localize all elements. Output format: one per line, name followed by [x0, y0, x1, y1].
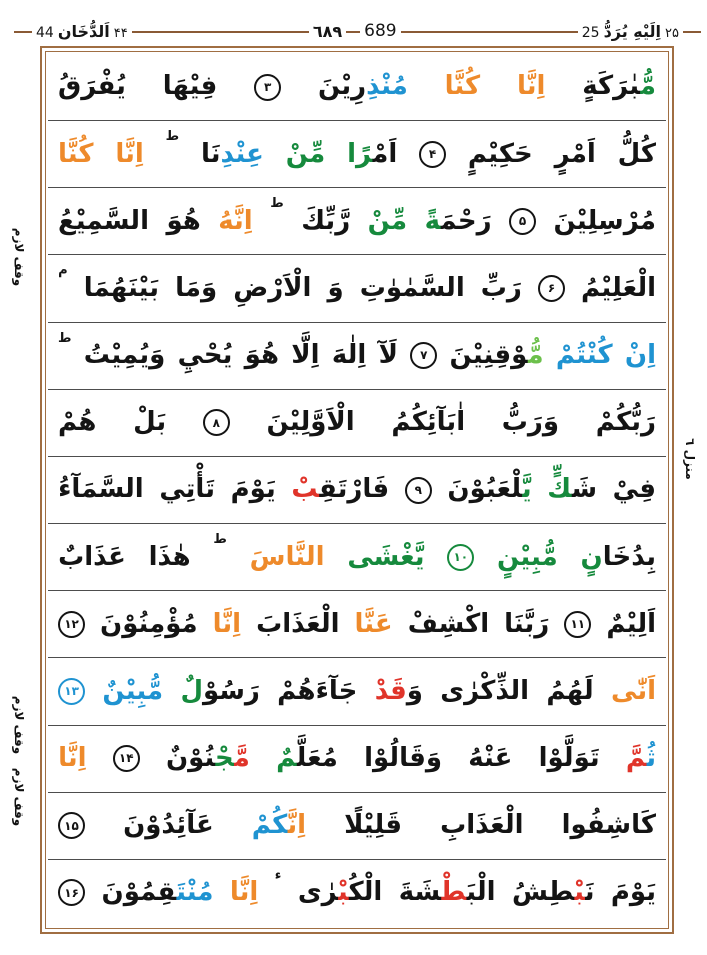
header-rule: [132, 31, 309, 33]
page-number-eastern: ٦٨٩: [312, 22, 343, 41]
verse-marker: ۱۲: [58, 611, 85, 638]
word: اِنَّا: [212, 608, 242, 639]
margin-note-waqf-lazim-2: وقف لازم: [12, 695, 26, 755]
word: كَاشِفُوا: [561, 810, 656, 841]
word: الْعَذَابِ: [440, 810, 524, 841]
verse-marker: ۳: [254, 74, 281, 101]
word: كُنَّا: [444, 71, 481, 102]
word: يُحْيِ: [177, 340, 233, 371]
word: مِّنْ: [367, 205, 408, 236]
word: مُعَلَّ‍ ‍مٌ: [276, 742, 338, 773]
word: اِلٰهَ: [331, 340, 367, 371]
word: مُّ‍ ‍بٰرَكَةٍ: [582, 71, 656, 102]
quran-line: [48, 390, 666, 457]
word: يَّغْشَى: [347, 541, 425, 572]
word: بِدُخَا نٍ: [580, 541, 656, 572]
quran-line: [48, 793, 666, 860]
verse-marker: ۱۱: [564, 611, 591, 638]
word: السَّمَآءُ: [58, 474, 144, 505]
word: الْعَلِيْمُ: [581, 272, 656, 303]
word: وَرَبُّ: [501, 407, 560, 438]
word: مُنْذِ رِيْنَ: [317, 71, 408, 102]
word: اَمْ‍ ‍رًا: [347, 138, 398, 169]
verse-marker: ۹: [405, 477, 432, 504]
word: وَقَالُوْا: [364, 742, 443, 773]
quran-line: [48, 121, 666, 188]
word: مُّ‍ ‍وْقِنِيْنَ: [449, 340, 544, 371]
word: اِلَّا: [291, 340, 320, 371]
juz-number-urdu: ۲۵: [665, 26, 679, 41]
word: رَّبِّكَ: [301, 205, 351, 236]
word: الْعَذَابَ: [256, 608, 340, 639]
quran-line: [48, 860, 666, 926]
word: ثُ‍ ‍مَّ: [625, 742, 656, 773]
stop-mark: ط: [270, 196, 284, 212]
word: يُفْرَقُ: [58, 71, 126, 102]
header-rule: [346, 31, 360, 33]
word: مُرْسِلِيْنَ: [553, 205, 656, 236]
word: وَمَا: [175, 272, 218, 303]
word: اَنّٰى: [611, 675, 656, 706]
word: عَنْهُ: [468, 742, 513, 773]
word: اِنَّا: [229, 877, 259, 908]
header-rule: [14, 31, 32, 33]
word: يَّ‍ ‍لْعَبُوْنَ: [447, 474, 532, 505]
word: مُّبِيْنٌ: [102, 675, 164, 706]
surah-number-urdu: ۴۴: [113, 26, 128, 41]
word: عَذَابٌ: [58, 541, 126, 572]
quran-line: [48, 524, 666, 591]
stop-mark: ء: [274, 867, 282, 883]
quran-line: [48, 188, 666, 255]
quran-line: [48, 323, 666, 390]
word: كُلُّ: [617, 138, 656, 169]
verse-marker: ۱۶: [58, 879, 85, 906]
word: كُنَّا: [58, 138, 94, 169]
word: النَّاسَ: [249, 541, 325, 572]
word: اِنَّهُ: [218, 205, 253, 236]
surah-number-latin: 44: [36, 25, 54, 41]
word: هُوَ: [244, 340, 279, 371]
word: عَنَّا: [354, 608, 393, 639]
word: حَكِيْمٍ: [467, 138, 533, 169]
word: وَ قَدْ: [374, 675, 423, 706]
header-juz: [578, 24, 683, 40]
word: اِنَّا: [58, 742, 87, 773]
word: رَبُّكُمْ: [595, 407, 656, 438]
word: الْاَرْضِ: [233, 272, 312, 303]
juz-title: اِلَيْهِ يُرَدُّ: [603, 22, 662, 41]
word: الْبَ‍ ‍طْ‍ ‍شَةَ: [398, 877, 496, 908]
margin-note-waqf-lazim-1: وقف لازم: [12, 227, 26, 287]
word: اِنْ: [624, 340, 656, 371]
stop-mark: ط: [58, 330, 72, 346]
word: مُّبِيْنٍ: [497, 541, 558, 572]
verse-marker: ۱۴: [113, 745, 140, 772]
word: عِنْدِ نَا: [201, 138, 264, 169]
quran-line: [48, 726, 666, 793]
word: رَسُوْ لٌ: [180, 675, 260, 706]
verse-marker: ۵: [509, 208, 536, 235]
word: رَحْمَ‍ ‍ةً: [424, 205, 492, 236]
word: اَمْرٍ: [554, 138, 596, 169]
verse-marker: ۴: [419, 141, 446, 168]
quran-line: [48, 255, 666, 322]
word: مَّ‍ ‍جْ‍ ‍نُوْنٌ: [165, 742, 250, 773]
word: كُنْتُمْ: [555, 340, 613, 371]
word: نَ‍ ‍بْ‍ ‍طِشُ: [511, 877, 595, 908]
word: تَأْتِي: [159, 474, 215, 505]
word: الْاَوَّلِيْنَ: [266, 407, 355, 438]
word: السَّمِيْعُ: [58, 205, 149, 236]
word: لَآ: [378, 340, 398, 371]
quran-line: [48, 457, 666, 524]
word: بَلْ: [133, 407, 167, 438]
word: رَبِّ: [480, 272, 522, 303]
header-surah: [32, 24, 132, 40]
stop-mark: ط: [165, 129, 180, 145]
verse-marker: ۱۰: [447, 544, 474, 571]
page-header: [14, 10, 701, 40]
word: مِّنْ: [285, 138, 326, 169]
word: مُؤْمِنُوْنَ: [100, 608, 198, 639]
word: اكْشِفْ: [407, 608, 490, 639]
word: مُنْتَ‍ ‍قِمُوْنَ: [101, 877, 214, 908]
juz-number-latin: 25: [581, 25, 600, 41]
word: الْكُ‍ ‍بْ‍ ‍رٰى: [297, 877, 383, 908]
word: قَلِيْلًا: [344, 810, 403, 841]
stop-mark: ط: [213, 532, 227, 548]
word: عَآئِدُوْنَ: [123, 810, 214, 841]
stop-mark: م: [58, 263, 68, 279]
word: فِيْهَا: [162, 71, 218, 102]
word: وَيُمِيْتُ: [83, 340, 166, 371]
word: الذِّكْرٰى: [440, 675, 530, 706]
word: رَبَّنَا: [504, 608, 550, 639]
word: يَوْمَ: [230, 474, 276, 505]
verse-marker: ۷: [410, 342, 437, 369]
margin-note-manzil: منزل ٦: [683, 438, 697, 480]
header-page-number: [309, 23, 401, 40]
word: هٰذَا: [148, 541, 191, 572]
word: اَلِيْمٌ: [606, 608, 656, 639]
word: لَهُمُ: [546, 675, 594, 706]
word: هُوَ: [166, 205, 201, 236]
verse-marker: ۱۵: [58, 812, 85, 839]
word: اِنَّا: [115, 138, 144, 169]
quran-line: [48, 658, 666, 725]
word: اٰبَآئِكُمُ: [391, 407, 466, 438]
word: وَ: [327, 272, 344, 303]
word: بَيْنَهُمَا: [83, 272, 160, 303]
page-number-western: 689: [364, 21, 397, 41]
word: شَ‍ ‍كٍّ: [547, 474, 598, 505]
surah-title: اَلدُّخَان: [57, 22, 110, 41]
word: يَوْمَ: [610, 877, 656, 908]
word: هُمْ: [58, 407, 97, 438]
header-rule: [401, 31, 578, 33]
margin-note-waqf-lazim-3: وقف لازم: [12, 767, 26, 827]
quran-line: [48, 591, 666, 658]
verse-marker: ۱۳: [58, 678, 85, 705]
word: اِنَّا: [516, 71, 546, 102]
verse-marker: ۶: [538, 275, 565, 302]
page-frame-inner: [45, 51, 669, 929]
word: جَآءَهُمْ: [277, 675, 358, 706]
word: اِنَّ‍ ‍كُمْ: [251, 810, 306, 841]
verse-marker: ۸: [203, 409, 230, 436]
word: تَوَلَّوْا: [538, 742, 600, 773]
quran-line: [48, 54, 666, 121]
word: فَارْتَقِ‍ ‍بْ: [291, 474, 390, 505]
page-frame: [40, 46, 674, 934]
header-rule: [683, 31, 701, 33]
quran-lines: [48, 54, 666, 926]
word: فِيْ: [612, 474, 656, 505]
word: السَّمٰوٰتِ: [359, 272, 465, 303]
